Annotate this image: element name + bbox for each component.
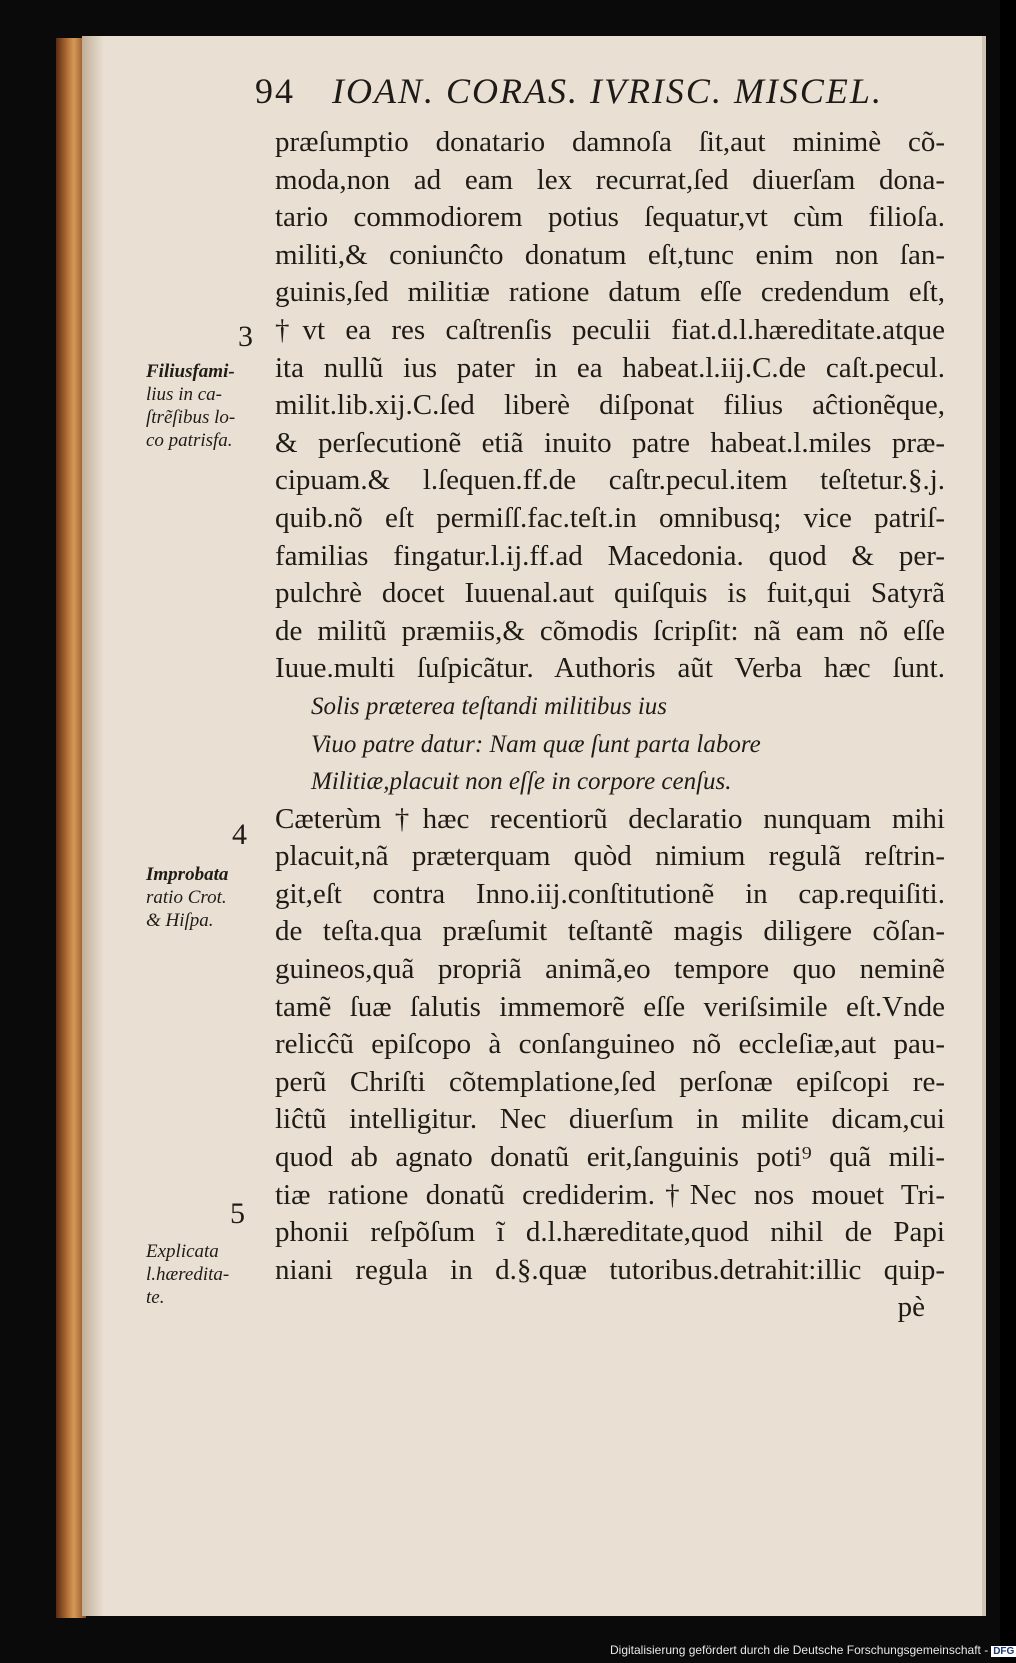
text-line: ita nullũ ius pater in ea habeat.l.iij.C.de caſt.pecul. — [275, 351, 945, 384]
margin-note — [146, 360, 235, 452]
text-line: de teſta.qua præſumit teſtantẽ magis diligere cõſan- — [275, 915, 945, 948]
text-line: Cæterùm†hæc recentiorũ declaratio nunquam mihi — [275, 802, 945, 835]
text-line: placuit,nã præterquam quòd nimium regulã reſtrin- — [275, 840, 945, 873]
text-line: liĉtũ intelligitur. Nec diuerſum in milite dicam,cui — [275, 1103, 945, 1136]
margin-note-line: ſtrẽſibus lo- — [146, 407, 236, 428]
text-line: familias fingatur.l.ij.ff.ad Macedonia. quod & per- — [275, 539, 945, 572]
margin-note-line: te. — [146, 1287, 165, 1308]
text-line: †vt ea res caſtrenſis peculii fiat.d.l.hæreditate.atque — [275, 313, 945, 346]
margin-note-line: lius in ca- — [146, 384, 222, 405]
margin-number: 3 — [238, 320, 253, 353]
text-line: guinis,ſed militiæ ratione datum eſſe credendum eſt, — [275, 276, 945, 309]
main-text — [275, 124, 945, 1327]
digitization-credit — [610, 1643, 1015, 1661]
margin-number: 5 — [230, 1197, 245, 1230]
text-line: niani regula in d.§.quæ tutoribus.detrahit:illic quip- — [275, 1253, 945, 1286]
text-line: git,eſt contra Inno.iij.conſtitutionẽ in cap.requiſiti. — [275, 877, 945, 910]
text-line: præſumptio donatario damnoſa ſit,aut minimè cõ- — [275, 126, 945, 158]
text-line: de militũ præmiis,& cõmodis ſcripſit: nã eam nõ eſſe — [275, 614, 945, 647]
credit-text: Digitalisierung gefördert durch die Deutsche Forschungsgemeinschaft - — [610, 1643, 989, 1657]
verse-line: Viuo patre datur: Nam quæ ſunt parta labore — [311, 730, 761, 758]
text-line: moda,non ad eam lex recurrat,ſed diuerſam dona- — [275, 163, 945, 196]
margin-note-line: Explicata — [146, 1241, 219, 1262]
text-line: tario commodiorem potius ſequatur,vt cùm filioſa. — [275, 201, 945, 234]
margin-note-line: ratio Crot. — [146, 887, 227, 908]
text-line: tiæ ratione donatũ crediderim.†Nec nos mouet Tri- — [275, 1178, 945, 1211]
text-line: guineos,quã propriã animã,eo tempore quo neminẽ — [275, 953, 945, 986]
text-line: Iuue.multi ſuſpicãtur. Authoris aũt Verba hæc ſunt. — [275, 652, 945, 685]
margin-note-line: & Hiſpa. — [146, 910, 214, 931]
margin-number: 4 — [232, 818, 247, 851]
text-line: cipuam.& l.ſequen.ff.de caſtr.pecul.item teſtetur.§.j. — [275, 464, 945, 497]
text-line: tamẽ ſuæ ſalutis immemorẽ eſſe veriſsimile eſt.Vnde — [275, 990, 945, 1023]
text-line: militi,& coniunĉto donatum eſt,tunc enim non ſan- — [275, 238, 945, 271]
text-line: relicĉũ epiſcopo à conſanguineo nõ eccleſiæ,aut pau- — [275, 1028, 945, 1061]
gutter-shadow — [82, 36, 104, 1616]
text-line: pulchrè docet Iuuenal.aut quiſquis is fuit,qui Satyrã — [275, 577, 945, 610]
margin-note-line: co patrisfa. — [146, 430, 233, 451]
margin-note-line: Improbata — [146, 864, 229, 885]
margin-note-line: l.hæredita- — [146, 1264, 230, 1285]
margin-note — [146, 1240, 229, 1309]
text-line: & perſecutionẽ etiã inuito patre habeat.l.miles præ- — [275, 426, 945, 459]
text-line: milit.lib.xij.C.ſed liberè diſponat filius aĉtionẽque, — [275, 389, 945, 422]
margin-note-line: Filiusfami- — [146, 361, 235, 382]
running-header — [255, 70, 895, 120]
text-line: phonii reſpõſum ĩ d.l.hæreditate,quod nihil de Papi — [275, 1216, 945, 1249]
text-line: quib.nõ eſt permiſſ.fac.teſt.in omnibusq; vice patriſ- — [275, 501, 945, 534]
catchword: pè — [897, 1291, 925, 1324]
text-line: quod ab agnato donatũ erit,ſanguinis poti⁹ quã mili- — [275, 1141, 945, 1174]
verse-line: Militiæ,placuit non eſſe in corpore cenſus. — [311, 768, 732, 796]
verse-line: Solis præterea teſtandi militibus ius — [311, 692, 668, 720]
margin-note — [146, 863, 228, 932]
text-line: perũ Chriſti cõtemplatione,ſed perſonæ epiſcopi re- — [275, 1065, 945, 1098]
running-title: IOAN. CORAS. IVRISC. MISCEL. — [332, 71, 883, 111]
dfg-logo: DFG — [993, 1646, 1015, 1657]
page-number: 94 — [255, 71, 295, 111]
